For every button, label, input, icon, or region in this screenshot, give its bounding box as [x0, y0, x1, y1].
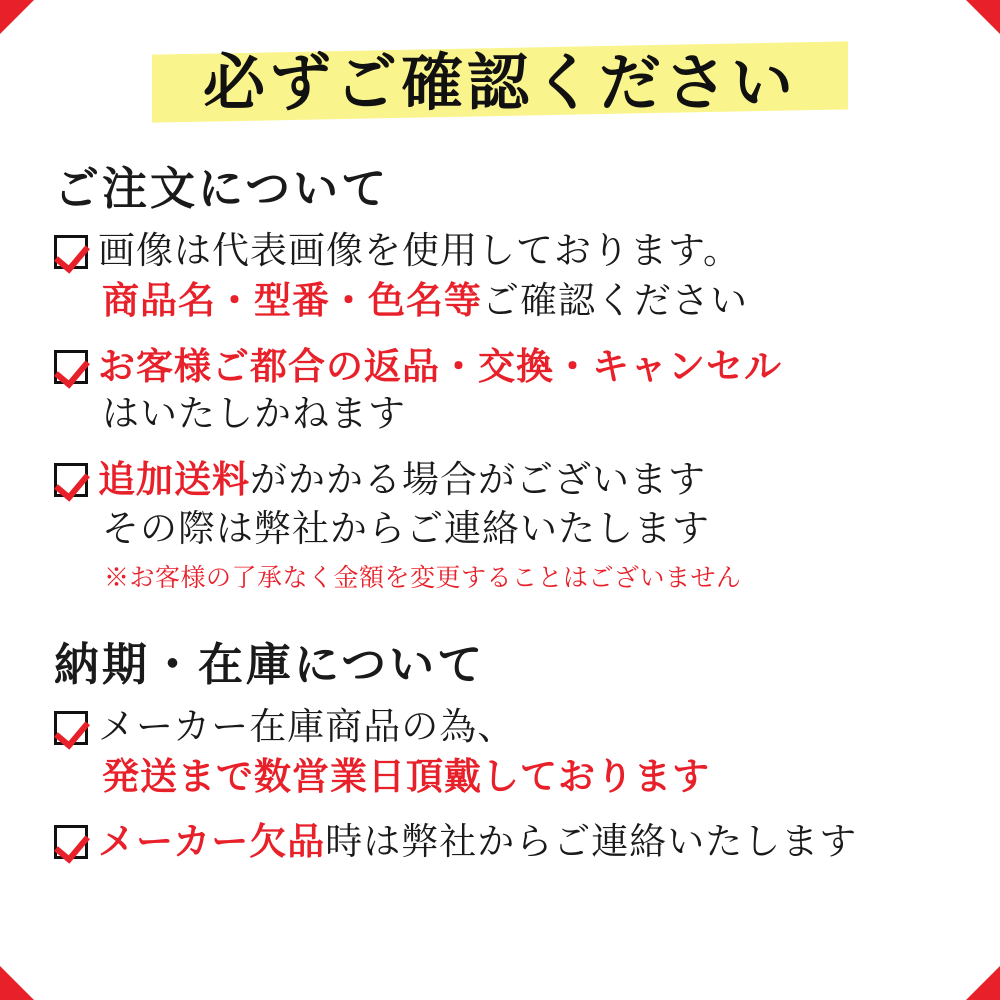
text-span-emphasis: 商品名・型番・色名等 — [102, 277, 482, 322]
text-span: 時は弊社からご連絡いたします — [325, 819, 858, 863]
text-line — [98, 342, 956, 391]
text-line — [98, 703, 956, 752]
text-line — [98, 817, 956, 867]
section-heading-delivery-stock: 納期・在庫について — [54, 637, 486, 691]
checkbox-checked-icon — [54, 825, 88, 859]
list-item — [54, 227, 956, 326]
text-span: はいたしかねます — [102, 392, 406, 436]
list-item — [54, 342, 956, 440]
banner-title — [44, 40, 956, 126]
corner-accent-top-right — [966, 0, 1000, 34]
text-span: がかかる場合がございます — [250, 458, 706, 502]
text-span: 画像は代表画像を使用しております。 — [98, 229, 742, 272]
corner-accent-top-left — [0, 0, 34, 34]
text-line — [98, 227, 956, 276]
corner-accent-bottom-right — [966, 966, 1000, 1000]
text-line — [102, 505, 956, 554]
text-span-emphasis: お客様ご都合の返品・交換・キャンセル — [98, 343, 782, 388]
list-item-text — [98, 342, 956, 440]
text-span-emphasis: 発送まで数営業日頂戴しております — [102, 753, 710, 798]
list-item — [54, 703, 956, 801]
list-item — [54, 455, 956, 594]
banner-title-text: 必ずご確認ください — [202, 46, 797, 119]
text-line — [102, 276, 956, 326]
footnote: ※お客様の了承なく金額を変更することはございません — [104, 562, 742, 592]
text-span-emphasis: 追加送料 — [98, 457, 250, 502]
text-span: その際は弊社からご連絡いたします — [102, 507, 710, 551]
list-item-text — [98, 227, 956, 326]
list-item-text — [98, 455, 956, 594]
checkbox-checked-icon — [54, 711, 88, 745]
text-line — [98, 455, 956, 505]
text-span: ご確認ください — [482, 278, 748, 322]
corner-accent-bottom-left — [0, 966, 34, 1000]
text-span: メーカー在庫商品の為、 — [98, 704, 516, 748]
section-heading-orders: ご注文について — [54, 162, 390, 215]
text-line — [102, 752, 956, 801]
text-span-emphasis: メーカー欠品 — [98, 818, 326, 863]
checkbox-checked-icon — [54, 235, 88, 269]
list-item — [54, 817, 956, 867]
list-item-text — [98, 817, 956, 867]
list-item-text — [98, 703, 956, 801]
text-line — [102, 390, 956, 439]
checkbox-checked-icon — [54, 463, 88, 497]
checkbox-checked-icon — [54, 350, 88, 384]
